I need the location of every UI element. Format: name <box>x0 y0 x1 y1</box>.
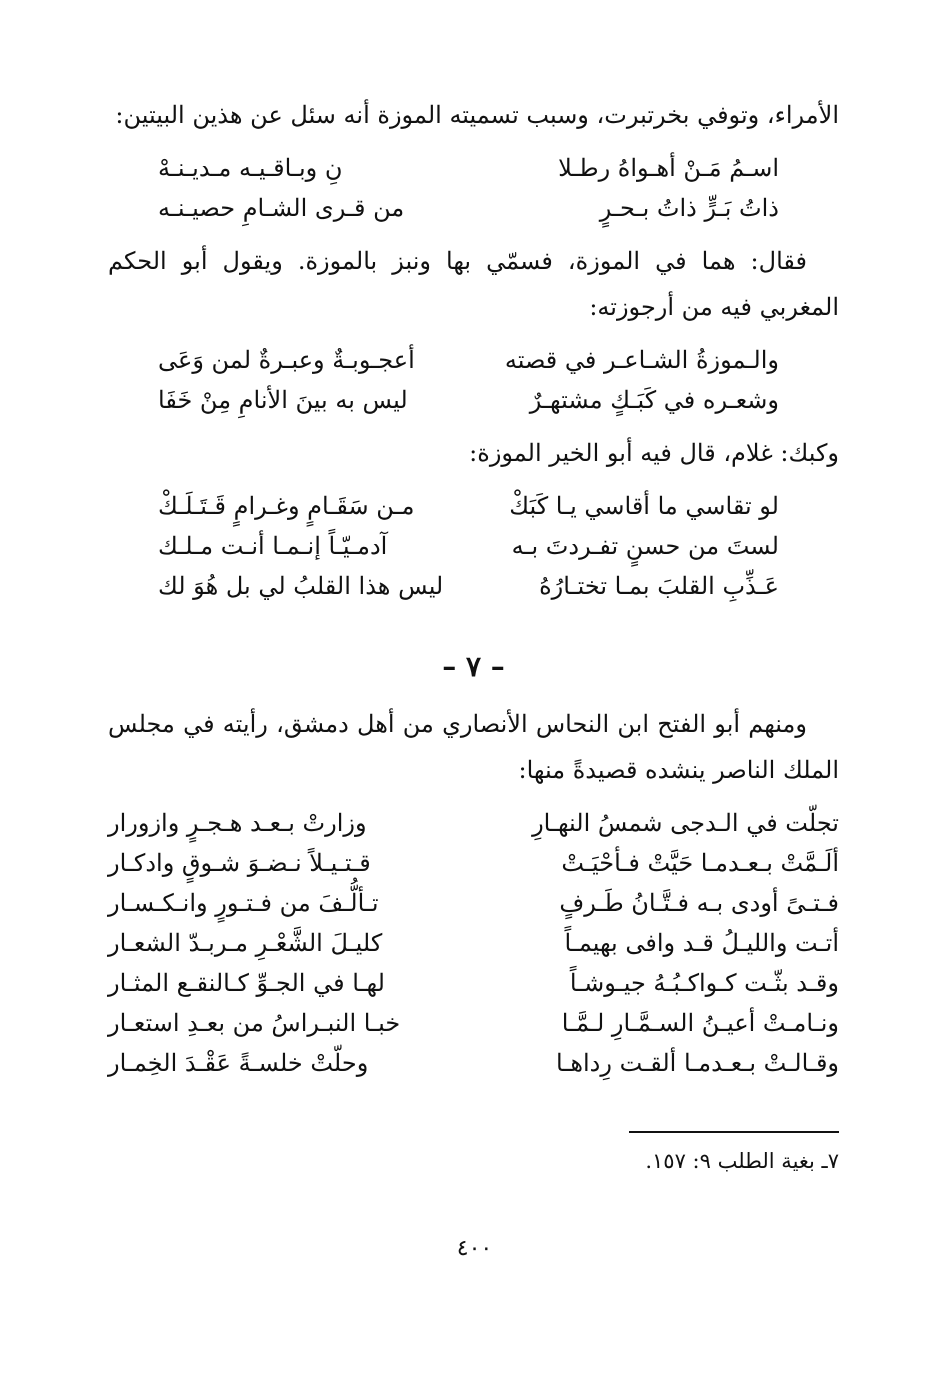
section-number: – ٧ – <box>442 650 505 683</box>
page-content <box>108 92 839 1177</box>
paragraph-4: ومنهم أبو الفتح ابن النحاس الأنصاري من أهل دمشق، رأيته في مجلس الملك الناصر ينشده قصيدةً منها: <box>108 710 839 784</box>
verse-line <box>108 963 839 1003</box>
footnote-divider <box>629 1131 839 1133</box>
verse-line <box>108 188 839 228</box>
verse-hemistich-first: ألَـمَّتْ بـعـدمـا حَيَّتْ فـأحْيَـتْ <box>561 849 839 877</box>
verse-hemistich-second: من قـرى الشـامِ حصيـنـه <box>158 194 405 222</box>
verse-hemistich-first: لو تقاسي ما أقاسي يـا كَبَكْ <box>509 492 779 520</box>
verse-hemistich-second: مـن سَقَـامٍ وغـرامٍ قَـتَـلَـكْ <box>158 492 415 520</box>
page-number: ٤٠٠ <box>456 1236 493 1261</box>
paragraph-2: فقال: هما في الموزة، فسمّي بها ونبز بالموزة. ويقول أبو الحكم المغربي فيه من أرجوزته: <box>108 247 839 321</box>
verse-hemistich-first: ونـامـتْ أعيـنُ السـمَّـارِ لـمَّـا <box>561 1009 839 1037</box>
paragraph-3: وكبك: غلام، قال فيه أبو الخير الموزة: <box>469 439 839 467</box>
verse-hemistich-second: أعجـوبـةٌ وعبـرةٌ لمن وَعَى <box>158 346 415 374</box>
verse-line <box>108 380 839 420</box>
verse-line <box>108 883 839 923</box>
verse-hemistich-first: والـموزةُ الشـاعـر في قصته <box>504 346 779 374</box>
verse-line <box>108 526 839 566</box>
verse-hemistich-second: ليس به بينَ الأنامِ مِنْ خَفَا <box>158 386 408 414</box>
verse-hemistich-second: ليس هذا القلبُ لي بل هُوَ لك <box>158 572 444 600</box>
verse-hemistich-first: فـتـىً أودى بـه فـتَّـانُ طَـرفٍ <box>559 889 839 917</box>
verse-hemistich-second: قـتـيـلاً نـضـوَ شـوقٍ وادكـار <box>108 849 371 877</box>
verse-line <box>108 340 839 380</box>
verse-hemistich-first: اسـمُ مَـنْ أهـواهُ رطـلا <box>558 154 779 182</box>
verse-hemistich-second: آدمـيّـاً إنـمـا أنـت مـلـك <box>158 532 388 560</box>
footnote: ٧ـ بغية الطلب ٩: ١٥٧. <box>645 1149 839 1173</box>
verse-hemistich-first: أتـت والليـلُ قـد وافى بهيمـاً <box>564 929 839 957</box>
verse-line <box>108 923 839 963</box>
verse-hemistich-first: وشعـره في كَبَـكٍ مشتهـرٌ <box>529 386 779 414</box>
verse-hemistich-second: خبـا النبـراسُ من بعـدِ استعـار <box>108 1009 401 1037</box>
verse-hemistich-second: كليـلَ الشَّعْـرِ مـربـدّ الشعـار <box>108 929 383 957</box>
poem-2 <box>108 340 839 420</box>
verse-hemistich-first: تجلّت في الـدجى شمسُ النهـارِ <box>532 809 839 837</box>
verse-hemistich-first: وقـالـتْ بـعـدمـا ألقـت رِداهـا <box>556 1049 839 1077</box>
verse-line <box>108 148 839 188</box>
verse-hemistich-second: نِ وبـاقـيـه مـديـنـهْ <box>158 154 343 182</box>
verse-hemistich-first: وقـد بثّـت كـواكـبُـهُ جيـوشـاً <box>569 969 839 997</box>
verse-line <box>108 1043 839 1083</box>
intro-paragraph: الأمراء، وتوفي بخرتبرت، وسبب تسميته الموزة أنه سئل عن هذين البيتين: <box>115 101 839 129</box>
verse-hemistich-second: وزارتْ بـعـد هـجـرٍ وازورار <box>108 809 367 837</box>
poem-4 <box>108 803 839 1083</box>
verse-line <box>108 843 839 883</box>
verse-hemistich-first: ذاتُ بَـرٍّ ذاتُ بـحـرٍ <box>599 194 779 222</box>
verse-hemistich-first: عَـذِّبِ القلبَ بمـا تختـارُهُ <box>539 572 779 600</box>
verse-line <box>108 1003 839 1043</box>
poem-3 <box>108 486 839 606</box>
poem-1 <box>108 148 839 228</box>
verse-hemistich-second: وحلّتْ خلسـةً عَقْـدَ الخِمـار <box>108 1049 369 1077</box>
verse-line <box>108 566 839 606</box>
verse-line <box>108 486 839 526</box>
verse-hemistich-second: لهـا في الجـوِّ كـالنقـع المثـار <box>108 969 385 997</box>
verse-hemistich-second: تـألُّـفَ من فـتـورٍ وانـكـسـار <box>108 889 379 917</box>
verse-hemistich-first: لستَ من حسنٍ تفـردتَ بـه <box>511 532 779 560</box>
verse-line <box>108 803 839 843</box>
